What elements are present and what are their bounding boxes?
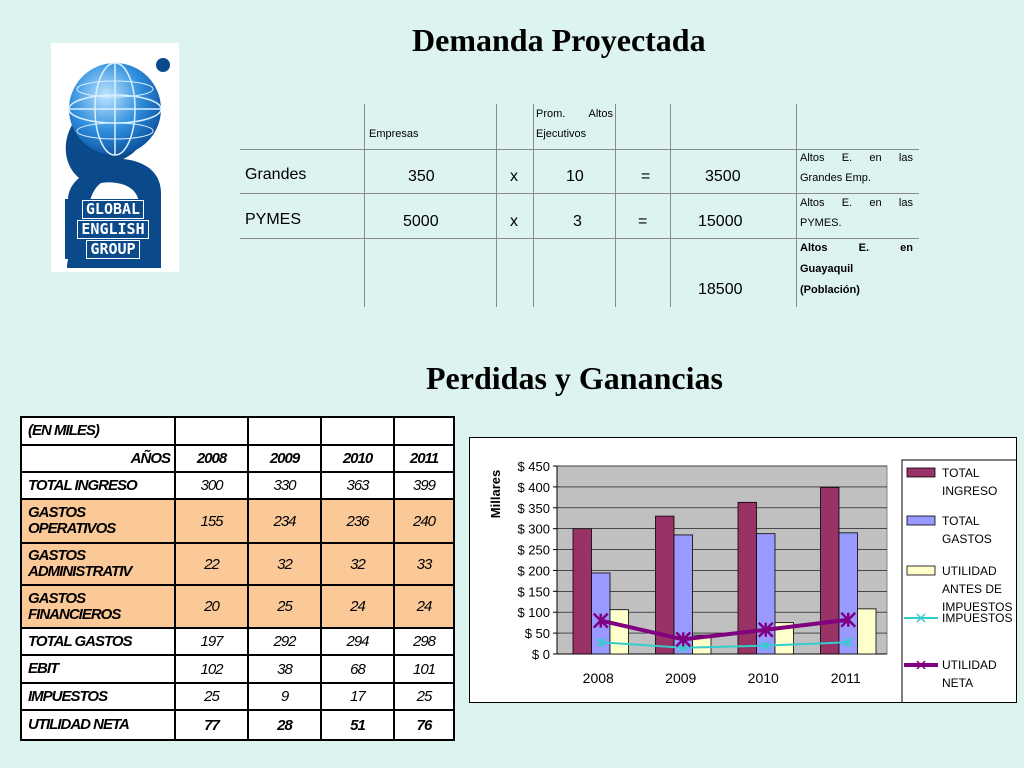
pl-value-cell: 101	[393, 656, 453, 682]
pl-row-label: GASTOS FINANCIEROS	[28, 589, 121, 623]
pl-value-cell: 234	[247, 500, 320, 542]
profit-loss-table	[20, 416, 455, 741]
row-grandes-note-a: Altos E. en las	[800, 152, 913, 164]
row-grandes-op: x	[510, 168, 518, 185]
pl-value-cell: 25	[247, 586, 320, 627]
pl-value-cell: 77	[174, 711, 247, 739]
pl-value-cell: 17	[320, 684, 393, 709]
pl-value-cell: 300	[174, 473, 247, 498]
row-grandes-eq: =	[641, 168, 651, 185]
header-empresas: Empresas	[369, 128, 419, 140]
profit-loss-title: Perdidas y Ganancias	[426, 360, 723, 396]
pl-empty-cell	[393, 418, 453, 444]
legend-label: UTILIDAD	[942, 658, 997, 672]
x-tick-label: 2010	[747, 670, 779, 686]
pl-value-cell: 22	[174, 544, 247, 584]
pl-value-cell: 68	[320, 656, 393, 682]
chart-svg	[470, 438, 1016, 702]
pl-row-label: GASTOS OPERATIVOS	[28, 504, 116, 537]
table-row	[22, 500, 453, 544]
pl-row-label: TOTAL INGRESO	[28, 476, 137, 494]
row-grandes-label: Grandes	[245, 166, 307, 183]
y-tick-label: $ 150	[517, 584, 550, 600]
bar	[610, 610, 629, 654]
pl-year-cell: 2009	[247, 446, 320, 471]
pl-value-cell: 25	[393, 684, 453, 709]
pl-row-label: TOTAL GASTOS	[28, 632, 132, 650]
pl-value-cell: 24	[393, 586, 453, 627]
row-grandes-empresas: 350	[408, 168, 435, 185]
pl-value-cell: 197	[174, 629, 247, 654]
row-pymes-op: x	[510, 213, 518, 230]
logo-line-english: ENGLISH	[78, 221, 147, 238]
y-axis-label: Millares	[488, 469, 503, 519]
legend-label: ANTES DE	[942, 582, 1003, 596]
x-tick-label: 2008	[582, 670, 614, 686]
logo-line-global: GLOBAL	[83, 201, 143, 218]
legend-label: NETA	[942, 676, 974, 690]
row-pymes-note-a: Altos E. en las	[800, 197, 913, 209]
pl-value-cell: 38	[247, 656, 320, 682]
legend-label: IMPUESTOS	[942, 600, 1013, 614]
pl-value-cell: 33	[393, 544, 453, 584]
pl-value-cell: 292	[247, 629, 320, 654]
pl-empty-cell	[174, 418, 247, 444]
pl-row-label: UTILIDAD NETA	[28, 716, 129, 733]
pl-year-cell: 2011	[393, 446, 453, 471]
y-tick-label: $ 400	[517, 479, 550, 495]
pl-year-cell: 2010	[320, 446, 393, 471]
total-note-a: Altos E. en	[800, 242, 913, 254]
profit-loss-chart	[469, 437, 1017, 703]
bar	[573, 529, 592, 654]
pl-empty-cell	[320, 418, 393, 444]
legend-swatch	[907, 516, 935, 525]
row-pymes-label: PYMES	[245, 211, 302, 228]
row-pymes-empresas: 5000	[403, 213, 439, 230]
pl-value-cell: 330	[247, 473, 320, 498]
pl-row-label: EBIT	[28, 660, 59, 677]
pl-value-cell: 32	[247, 544, 320, 584]
pl-value-cell: 76	[393, 711, 453, 739]
pl-years-label: AÑOS	[130, 449, 170, 467]
table-row	[22, 473, 453, 500]
pl-year-cell: 2008	[174, 446, 247, 471]
table-row	[22, 684, 453, 711]
pl-value-cell: 155	[174, 500, 247, 542]
y-tick-label: $ 300	[517, 521, 550, 537]
pl-value-cell: 20	[174, 586, 247, 627]
y-tick-label: $ 450	[517, 459, 550, 474]
total-demand: 18500	[698, 281, 743, 298]
y-tick-label: $ 200	[517, 563, 550, 579]
pl-value-cell: 236	[320, 500, 393, 542]
table-row	[22, 629, 453, 656]
bar	[821, 487, 840, 654]
pl-value-cell: 24	[320, 586, 393, 627]
y-tick-label: $ 350	[517, 500, 550, 516]
total-note-b: Guayaquil	[800, 263, 854, 275]
legend-swatch	[907, 468, 935, 477]
pl-value-cell: 102	[174, 656, 247, 682]
pl-value-cell: 25	[174, 684, 247, 709]
pl-value-cell: 363	[320, 473, 393, 498]
table-row	[22, 711, 453, 739]
y-tick-label: $ 250	[517, 542, 550, 558]
legend-label: TOTAL	[942, 466, 980, 480]
pl-value-cell: 240	[393, 500, 453, 542]
total-note-c: (Población)	[800, 284, 860, 296]
pl-header-row	[22, 418, 453, 446]
table-row	[22, 586, 453, 629]
x-tick-label: 2011	[830, 670, 861, 686]
row-grandes-total: 3500	[705, 168, 741, 185]
header-prom-altos: Prom. Altos	[536, 108, 613, 120]
pl-value-cell: 9	[247, 684, 320, 709]
pl-years-row	[22, 446, 453, 473]
row-grandes-prom: 10	[566, 168, 584, 185]
legend-label: IMPUESTOS	[942, 611, 1013, 625]
y-tick-label: $ 50	[524, 626, 550, 642]
demand-table	[240, 104, 919, 307]
table-row	[22, 656, 453, 684]
legend-label: TOTAL	[942, 514, 980, 528]
legend-label: GASTOS	[942, 532, 992, 546]
pl-value-cell: 399	[393, 473, 453, 498]
row-grandes-note-b: Grandes Emp.	[800, 172, 871, 184]
global-english-group-logo	[51, 43, 179, 272]
bar	[858, 609, 877, 654]
bar	[839, 533, 858, 654]
pl-row-label: GASTOS ADMINISTRATIV	[28, 547, 132, 580]
header-ejecutivos: Ejecutivos	[536, 128, 587, 140]
pl-value-cell: 51	[320, 711, 393, 739]
y-tick-label: $ 0	[531, 647, 550, 662]
row-pymes-note-b: PYMES.	[800, 217, 842, 229]
pl-value-cell: 32	[320, 544, 393, 584]
x-tick-label: 2009	[665, 670, 697, 686]
pl-value-cell: 298	[393, 629, 453, 654]
pl-units-label: (EN MILES)	[28, 422, 99, 439]
row-pymes-prom: 3	[573, 213, 582, 230]
legend-label: INGRESO	[942, 484, 998, 498]
row-pymes-eq: =	[638, 213, 648, 230]
pl-value-cell: 28	[247, 711, 320, 739]
legend-label: UTILIDAD	[942, 564, 997, 578]
y-tick-label: $ 100	[517, 605, 550, 621]
legend-swatch	[907, 566, 935, 575]
table-row	[22, 544, 453, 586]
logo-line-group: GROUP	[87, 241, 138, 258]
pl-row-label: IMPUESTOS	[28, 687, 108, 705]
demand-title: Demanda Proyectada	[412, 22, 706, 58]
pl-empty-cell	[247, 418, 320, 444]
pl-value-cell: 294	[320, 629, 393, 654]
row-pymes-total: 15000	[698, 213, 743, 230]
